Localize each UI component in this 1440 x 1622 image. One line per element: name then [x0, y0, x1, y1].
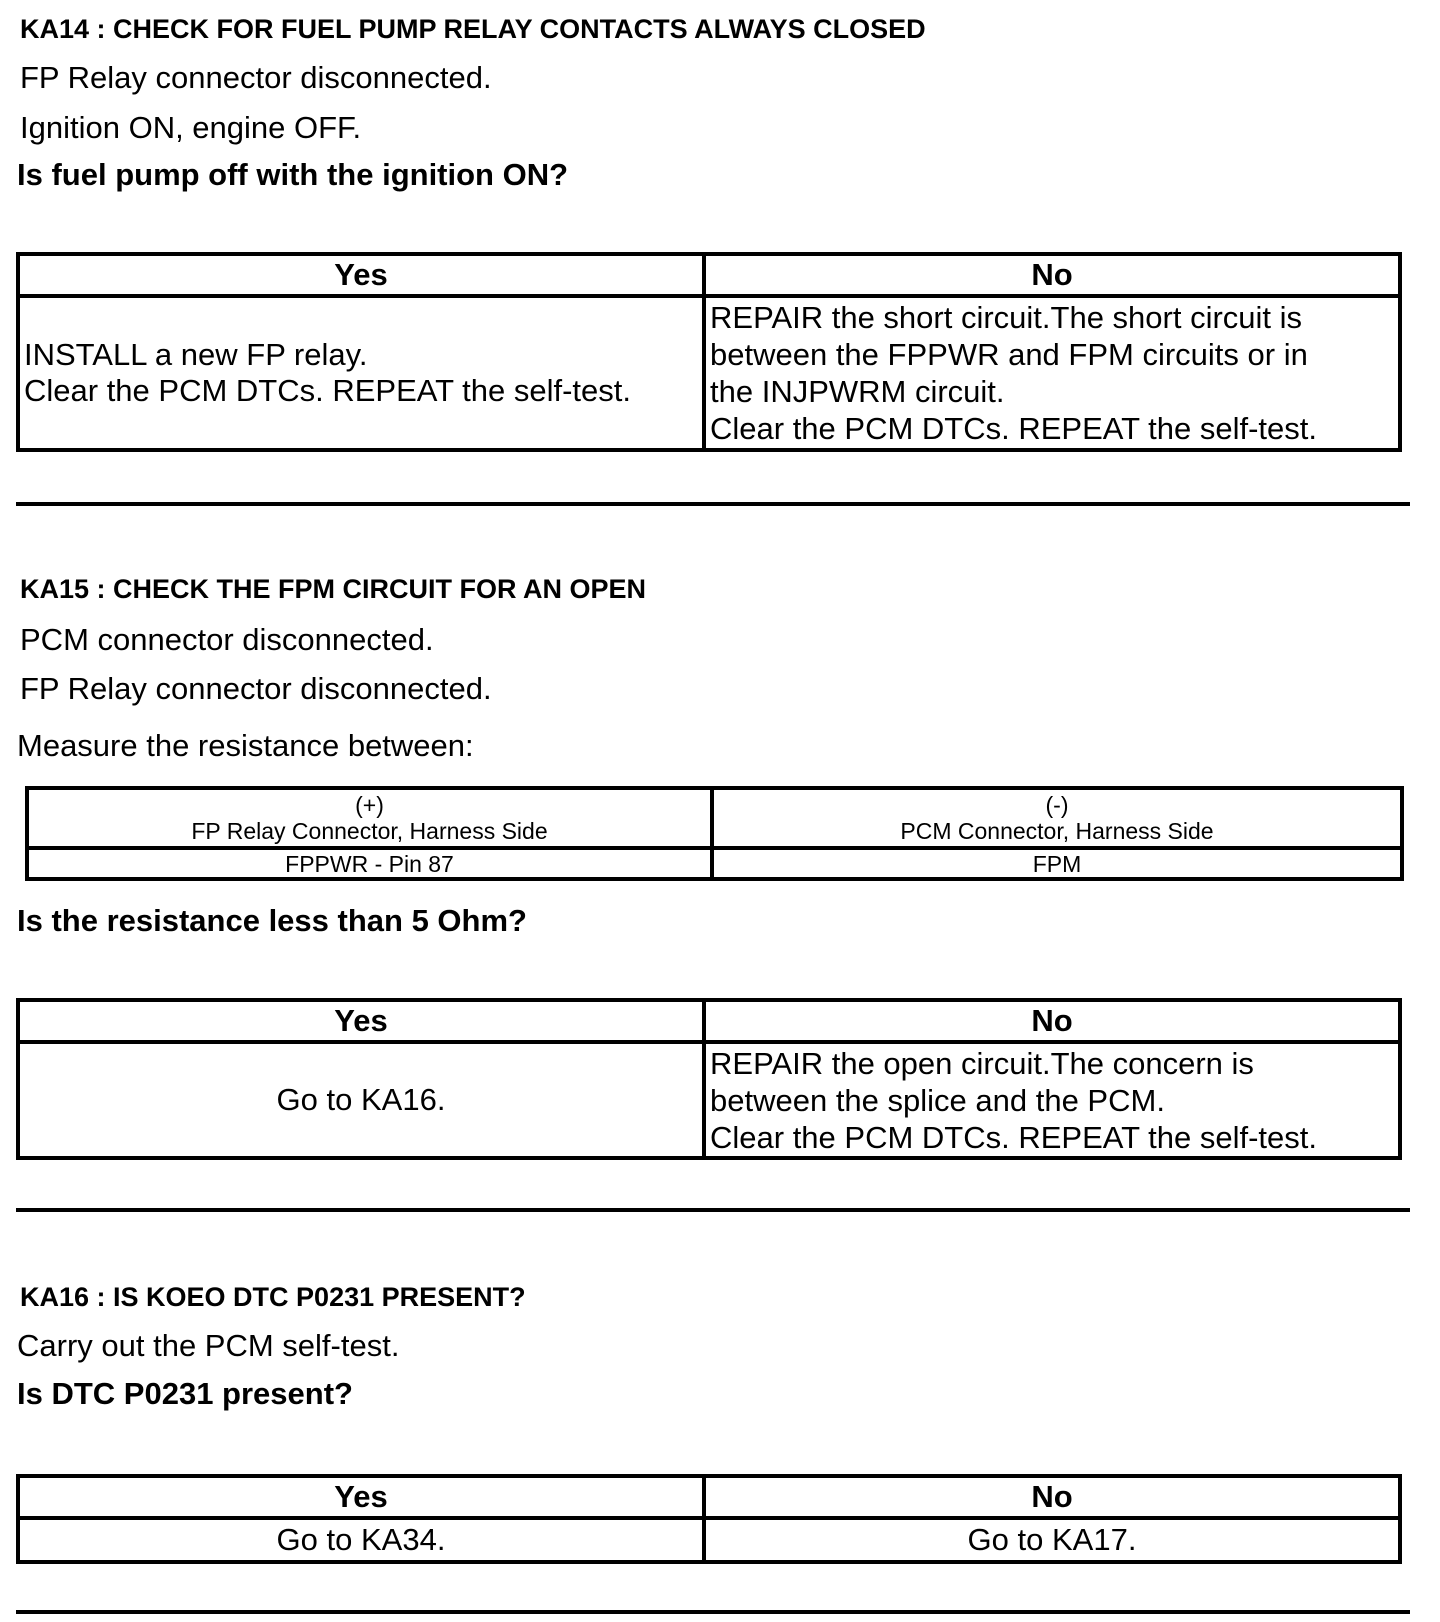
ka15-no-line-1: REPAIR the open circuit.The concern is [710, 1045, 1254, 1081]
ka14-no-cell [704, 296, 1400, 450]
measure-minus-label: PCM Connector, Harness Side [900, 818, 1214, 844]
ka16-no-header: No [704, 1476, 1400, 1518]
measure-plus-label: FP Relay Connector, Harness Side [191, 818, 548, 844]
ka14-result-table [16, 252, 1402, 452]
ka15-heading: KA15 : CHECK THE FPM CIRCUIT FOR AN OPEN [20, 574, 647, 604]
ka15-line-1: PCM connector disconnected. [20, 622, 434, 657]
ka14-yes-line-1: INSTALL a new FP relay. [24, 337, 368, 372]
ka16-yes-header: Yes [18, 1476, 704, 1518]
ka16-yes-cell: Go to KA34. [18, 1518, 704, 1562]
ka14-no-line-1: REPAIR the short circuit.The short circuit is [710, 300, 1303, 335]
ka15-result-table [16, 998, 1402, 1160]
measure-plus-value: FPPWR - Pin 87 [27, 848, 712, 879]
ka16-question: Is DTC P0231 present? [17, 1376, 353, 1411]
section-divider-1 [16, 502, 1410, 506]
ka14-question: Is fuel pump off with the ignition ON? [17, 157, 569, 192]
ka15-line-3: Measure the resistance between: [17, 728, 474, 763]
ka14-no-line-2: between the FPPWR and FPM circuits or in [710, 337, 1308, 372]
ka14-yes-line-2: Clear the PCM DTCs. REPEAT the self-test. [24, 373, 631, 408]
section-divider-2 [16, 1208, 1410, 1212]
ka15-no-line-3: Clear the PCM DTCs. REPEAT the self-test. [710, 1119, 1317, 1155]
ka14-no-line-3: the INJPWRM circuit. [710, 374, 1005, 409]
ka16-no-cell: Go to KA17. [704, 1518, 1400, 1562]
ka15-no-line-2: between the splice and the PCM. [710, 1082, 1165, 1118]
ka16-result-table [16, 1474, 1402, 1564]
section-divider-3 [16, 1610, 1410, 1614]
ka15-question: Is the resistance less than 5 Ohm? [17, 903, 527, 938]
measure-minus-header [712, 788, 1402, 848]
ka14-heading: KA14 : CHECK FOR FUEL PUMP RELAY CONTACTS ALWAYS CLOSED [20, 14, 926, 44]
ka14-no-line-4: Clear the PCM DTCs. REPEAT the self-test. [710, 411, 1317, 446]
ka16-heading: KA16 : IS KOEO DTC P0231 PRESENT? [20, 1282, 526, 1312]
ka14-line-2: Ignition ON, engine OFF. [20, 110, 362, 145]
measure-minus-symbol: (-) [1045, 792, 1069, 818]
ka14-no-header: No [704, 254, 1400, 296]
measure-plus-symbol: (+) [355, 792, 384, 818]
ka15-yes-header: Yes [18, 1000, 704, 1042]
measure-plus-header [27, 788, 712, 848]
ka14-line-1: FP Relay connector disconnected. [20, 60, 492, 95]
ka15-measure-table [25, 786, 1404, 881]
ka14-yes-cell [18, 296, 704, 450]
ka16-line-1: Carry out the PCM self-test. [17, 1328, 400, 1363]
ka15-line-2: FP Relay connector disconnected. [20, 671, 492, 706]
measure-minus-value: FPM [712, 848, 1402, 879]
ka15-no-header: No [704, 1000, 1400, 1042]
ka15-no-cell [704, 1042, 1400, 1158]
ka15-yes-cell: Go to KA16. [18, 1042, 704, 1158]
ka14-yes-header: Yes [18, 254, 704, 296]
